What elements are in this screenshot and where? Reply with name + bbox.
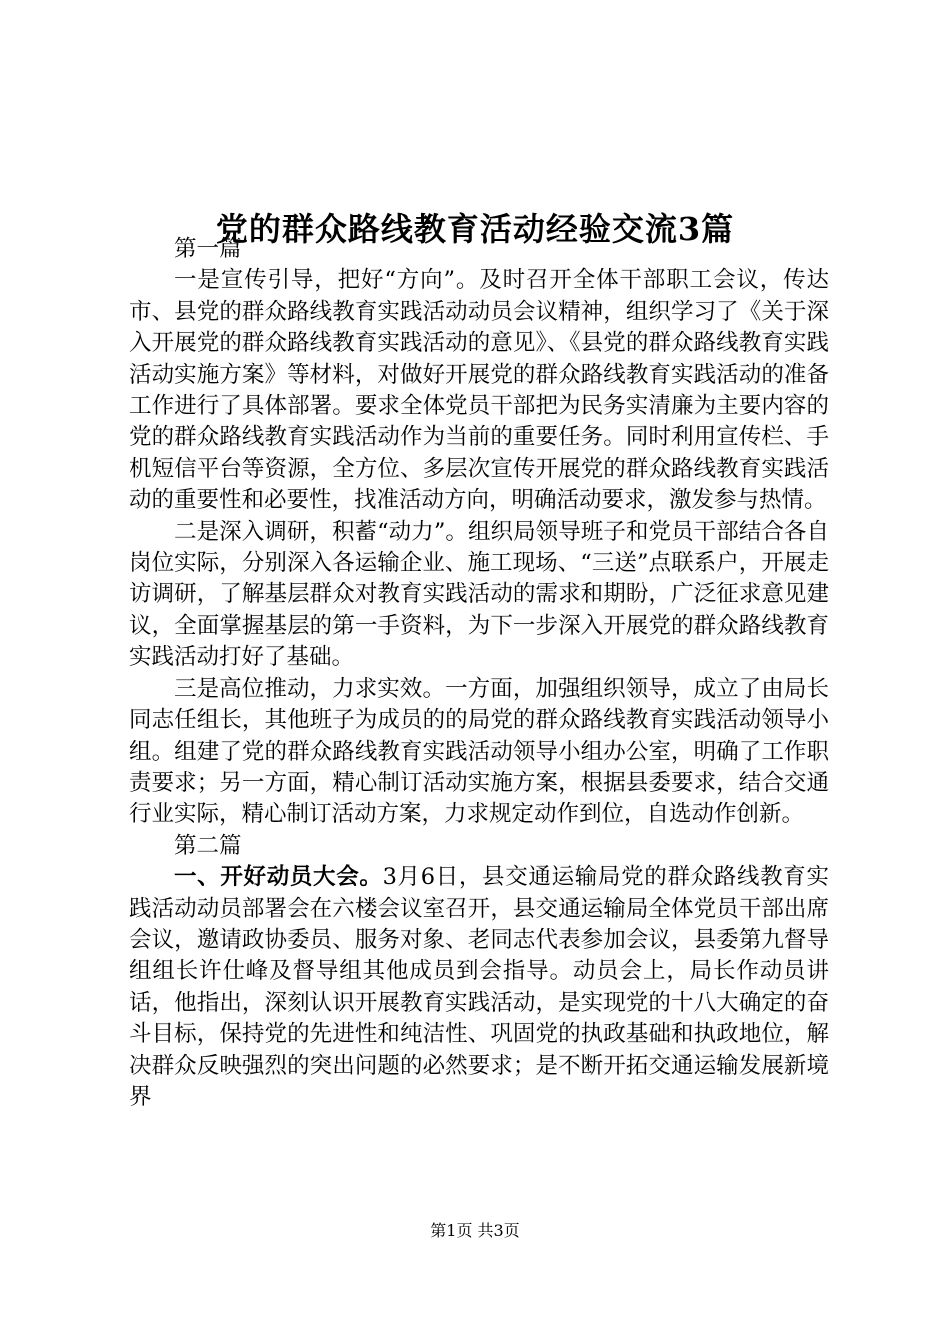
paragraph-1: 一是宣传引导，把好“方向”。及时召开全体干部职工会议，传达市、县党的群众路线教育实践活动动员会议精神，组织学习了《关于深入开展党的群众路线教育实践活动的意见》、《县党的群众路线教育实践活动实施方案》等材料，对做好开展党的群众路线教育实践活动的准备工作进行了具体部署。要求全体党员干部把为民务实清廉为主要内容的党的群众路线教育实践活动作为当前的重要任务。同时利用宣传栏、手机短信平台等资源，全方位、多层次宣传开展党的群众路线教育实践活动的重要性和必要性，找准活动方向，明确活动要求，激发参与热情。 [129, 267, 829, 514]
document-title: 党的群众路线教育活动经验交流3篇 [215, 210, 735, 249]
page-footer: 第1页 共3页 [430, 1221, 520, 1240]
paragraph-4 [129, 862, 829, 1113]
paragraph-lead: 一、开好动员大会。 [174, 864, 383, 891]
paragraph-2: 二是深入调研，积蓄“动力”。组织局领导班子和党员干部结合各自岗位实际，分别深入各运输企业、施工现场、“三送”点联系户，开展走访调研，了解基层群众对教育实践活动的需求和期盼，广泛征求意见建议，全面掌握基层的第一手资料，为下一步深入开展党的群众路线教育实践活动打好了基础。 [129, 518, 829, 671]
paragraph-body: 3月6日，县交通运输局党的群众路线教育实践活动动员部署会在六楼会议室召开，县交通运输局全体党员干部出席会议，邀请政协委员、服务对象、老同志代表参加会议，县委第九督导组组长许仕峰及督导组其他成员到会指导。动员会上，局长作动员讲话，他指出，深刻认识开展教育实践活动，是实现党的十八大确定的奋斗目标，保持党的先进性和纯洁性、巩固党的执政基础和执政地位，解决群众反映强烈的突出问题的必然要求；是不断开拓交通运输发展新境界 [129, 864, 829, 1110]
section-heading-2: 第二篇 [174, 832, 242, 859]
document-body [129, 234, 829, 1113]
paragraph-3: 三是高位推动，力求实效。一方面，加强组织领导，成立了由局长同志任组长，其他班子为成员的的局党的群众路线教育实践活动领导小组。组建了党的群众路线教育实践活动领导小组办公室，明确了工作职责要求；另一方面，精心制订活动实施方案，根据县委要求，结合交通行业实际，精心制订活动方案，力求规定动作到位，自选动作创新。 [129, 675, 829, 828]
section-heading-1: 第一篇 [174, 236, 242, 262]
